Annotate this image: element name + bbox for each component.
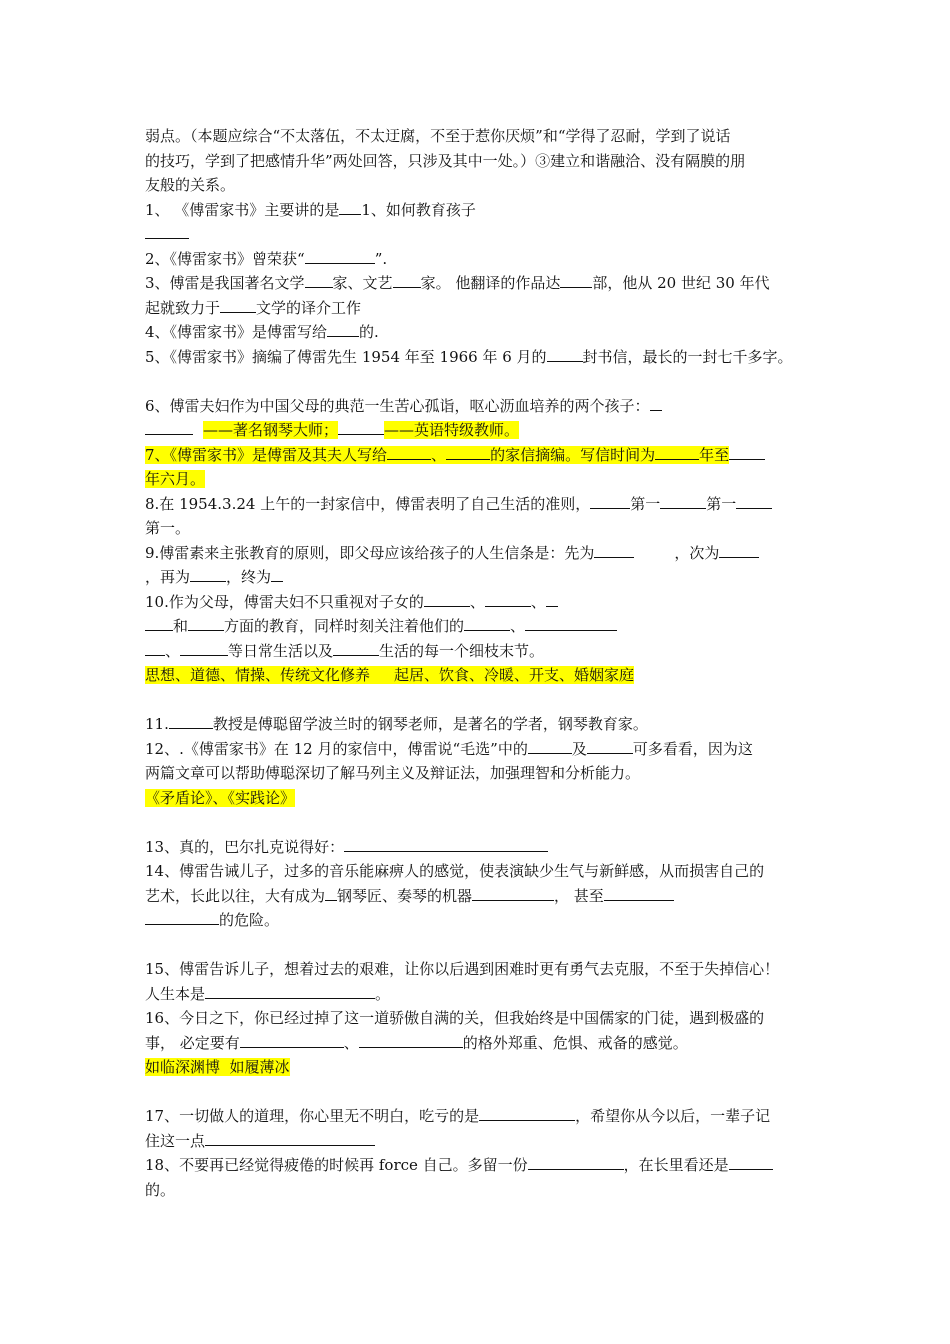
highlighted-question [145, 446, 729, 464]
text: ，终为 [226, 568, 272, 586]
text: 生活的每一个细枝末节。 [379, 641, 545, 660]
blank [180, 639, 228, 656]
text: 家、文艺 [332, 274, 393, 292]
text: 、 [469, 592, 485, 611]
text-line [145, 1178, 825, 1203]
text: 16、今日之下，你已经过掉了这一道骄傲自满的关，但我始终是中国儒家的门徒，遇到极盛的 [145, 1009, 765, 1027]
blank [528, 737, 572, 754]
blank [729, 443, 765, 460]
text: 的格外郑重、危惧、戒备的感觉。 [462, 1033, 688, 1052]
text: 、 [343, 1033, 359, 1052]
text: 5、《傅雷家书》摘编了傅雷先生 1954 年至 1966 年 6 月的 [145, 347, 547, 366]
blank [333, 639, 379, 656]
text: 起就致力于 [145, 298, 221, 317]
text: 4、《傅雷家书》是傅雷写给 [145, 323, 328, 341]
text: 起居、饮食、冷暖、开支、婚姻家庭 [394, 666, 635, 684]
text: 文学的译介工作 [256, 298, 362, 317]
text: 17、一切做人的道理，你心里无不明白，吃亏的是 [145, 1107, 480, 1125]
question-18 [145, 1153, 825, 1178]
question-14 [145, 859, 825, 884]
text: 1、 《傅雷家书》主要讲的是 [145, 200, 340, 219]
text: 思想、道德、情操、传统文化修养 [145, 666, 371, 684]
text: 2、《傅雷家书》曾荣获“ [145, 249, 305, 268]
highlighted-text: 年六月。 [145, 470, 206, 488]
text: 、 [431, 445, 447, 464]
text-line [145, 149, 825, 174]
highlighted-answer: 《矛盾论》、《实践论》 [145, 788, 296, 807]
question-3 [145, 271, 825, 296]
text: 。 [375, 984, 391, 1003]
text: 7、《傅雷家书》是傅雷及其夫人写给 [145, 445, 388, 464]
text: 人生本是 [145, 984, 206, 1003]
text: 和 [173, 617, 189, 635]
blank [719, 541, 759, 558]
text-line [145, 982, 825, 1007]
blank [393, 271, 421, 288]
question-10 [145, 590, 825, 615]
text-line [145, 467, 825, 492]
text: 18、不要再已经觉得疲倦的时候再 force 自己。多留一份 [145, 1156, 528, 1174]
text: 的。 [145, 1180, 176, 1199]
blank [547, 345, 583, 362]
blank [485, 590, 531, 607]
blank [190, 565, 226, 582]
text: 、 [165, 641, 181, 660]
question-13 [145, 835, 825, 860]
blank [655, 443, 699, 460]
blank [344, 835, 548, 852]
text: 11. [145, 715, 169, 733]
blank [145, 908, 219, 925]
text: 13、真的，巴尔扎克说得好： [145, 837, 345, 856]
question-2 [145, 247, 825, 272]
text: 封书信，最长的一封七千多字。 [582, 347, 793, 366]
highlighted-answer: ——英语特级教师。 [384, 421, 520, 439]
text: 15、傅雷告诉儿子，想着过去的艰难，让你以后遇到困难时更有勇气去克服，不至于失掉信心！ [145, 960, 780, 978]
text: 3、傅雷是我国著名文学 [145, 274, 305, 292]
text: 两篇文章可以帮助傅聪深切了解马列主义及辩证法，加强理智和分析能力。 [145, 764, 641, 782]
text: 的家信摘编。写信时间为 [490, 445, 656, 464]
blank [587, 737, 633, 754]
text: 钢琴匠、奏琴的机器 [337, 886, 473, 905]
text: ”. [374, 249, 388, 268]
blank [729, 1153, 773, 1170]
text: 9.傅雷素来主张教育的原则，即父母应该给孩子的人生信条是：先为 [145, 543, 595, 562]
question-5 [145, 345, 825, 370]
blank [546, 590, 558, 607]
blank [736, 492, 772, 509]
blank [464, 614, 510, 631]
text: 住这一点 [145, 1131, 206, 1150]
question-17 [145, 1104, 825, 1129]
blank [525, 614, 617, 631]
blank [205, 1129, 375, 1146]
text: 弱点。（本题应综合“不太落伍，不太迂腐，不至于惹你厌烦”和“学得了忍耐，学到了说话 [145, 127, 731, 145]
text-line [145, 614, 825, 639]
text: 事， 必定要有 [145, 1033, 240, 1052]
blank [594, 541, 634, 558]
blank [240, 1031, 344, 1048]
blank [327, 320, 359, 337]
question-8 [145, 492, 825, 517]
blank [339, 198, 361, 215]
text: 、 [530, 592, 546, 611]
blank [169, 712, 213, 729]
text-line [145, 1031, 825, 1056]
answer-line [145, 1055, 825, 1080]
text-line [145, 639, 825, 664]
text: 家。 他翻译的作品达 [420, 274, 561, 292]
blank [305, 247, 375, 264]
answer-line [145, 663, 825, 688]
blank [305, 271, 333, 288]
question-7 [145, 443, 825, 468]
question-16 [145, 1006, 825, 1031]
blank [220, 296, 256, 313]
text: ，在长里看还是 [623, 1156, 729, 1174]
text: 6、傅雷夫妇作为中国父母的典范一生苦心孤诣，呕心沥血培养的两个孩子： [145, 396, 650, 415]
text: 及 [571, 739, 587, 758]
blank [604, 884, 674, 901]
text-line [145, 418, 825, 443]
blank [145, 222, 189, 239]
answer-line [145, 786, 825, 811]
text-line [145, 173, 825, 198]
text: 教授是傅聪留学波兰时的钢琴老师，是著名的学者，钢琴教育家。 [212, 715, 648, 733]
blank [325, 884, 337, 901]
text: 12、.《傅雷家书》在 12 月的家信中，傅雷说“毛选”中的 [145, 739, 528, 758]
text: 等日常生活以及 [228, 641, 334, 660]
blank [528, 1153, 624, 1170]
blank-line [145, 222, 825, 247]
text-line [145, 565, 825, 590]
question-11 [145, 712, 825, 737]
text: 年至 [699, 445, 730, 464]
blank [387, 443, 431, 460]
blank [145, 418, 193, 435]
blank [145, 614, 173, 631]
blank [205, 982, 375, 999]
text: 的. [359, 323, 379, 341]
question-6 [145, 394, 825, 419]
text: ， 甚至 [554, 886, 604, 905]
text-line [145, 761, 825, 786]
text-line [145, 884, 825, 909]
text: 第一 [630, 494, 661, 513]
text-line [145, 124, 825, 149]
text: 部，他从 20 世纪 30 年代 [592, 274, 770, 292]
highlighted-answer: ——著名钢琴大师； [203, 421, 339, 439]
question-4 [145, 320, 825, 345]
question-15 [145, 957, 825, 982]
blank [590, 492, 630, 509]
text: ，再为 [145, 568, 191, 586]
text: 8.在 1954.3.24 上午的一封家信中，傅雷表明了自己生活的准则， [145, 494, 591, 513]
text: 1、如何教育孩子 [361, 200, 476, 219]
question-9 [145, 541, 825, 566]
highlighted-answer: 如临深渊博 如履薄冰 [145, 1058, 290, 1076]
text: 可多看看，因为这 [632, 739, 753, 758]
blank [338, 418, 384, 435]
blank [359, 1031, 463, 1048]
question-1 [145, 198, 825, 223]
document-page [145, 124, 825, 1202]
text: 第一。 [145, 519, 191, 537]
blank [650, 394, 662, 411]
question-12 [145, 737, 825, 762]
text: 第一 [706, 494, 737, 513]
text: 10.作为父母，傅雷夫妇不只重视对子女的 [145, 592, 424, 611]
blank [424, 590, 470, 607]
text: 方面的教育，同样时刻关注着他们的 [224, 617, 465, 635]
text-line [145, 296, 825, 321]
blank [560, 271, 592, 288]
text: 14、傅雷告诫儿子，过多的音乐能麻痹人的感觉，使表演缺少生气与新鲜感，从而损害自己的 [145, 862, 765, 880]
text: 的危险。 [219, 911, 280, 929]
highlighted-answer [145, 666, 634, 684]
text-line [145, 516, 825, 541]
text-line [145, 908, 825, 933]
text: 艺术，长此以往，大有成为 [145, 886, 326, 905]
blank [188, 614, 224, 631]
blank [446, 443, 490, 460]
text-line [145, 1129, 825, 1154]
blank [472, 884, 554, 901]
text: ，希望你从今以后，一辈子记 [575, 1107, 771, 1125]
blank [271, 565, 283, 582]
blank [479, 1104, 575, 1121]
text: ，次为 [674, 543, 720, 562]
text: 的技巧，学到了把感情升华”两处回答，只涉及其中一处。）③建立和谐融洽、没有隔膜的朋 [145, 151, 746, 170]
text: 、 [510, 617, 526, 635]
text: 友般的关系。 [145, 176, 236, 194]
blank [145, 639, 165, 656]
blank [660, 492, 706, 509]
